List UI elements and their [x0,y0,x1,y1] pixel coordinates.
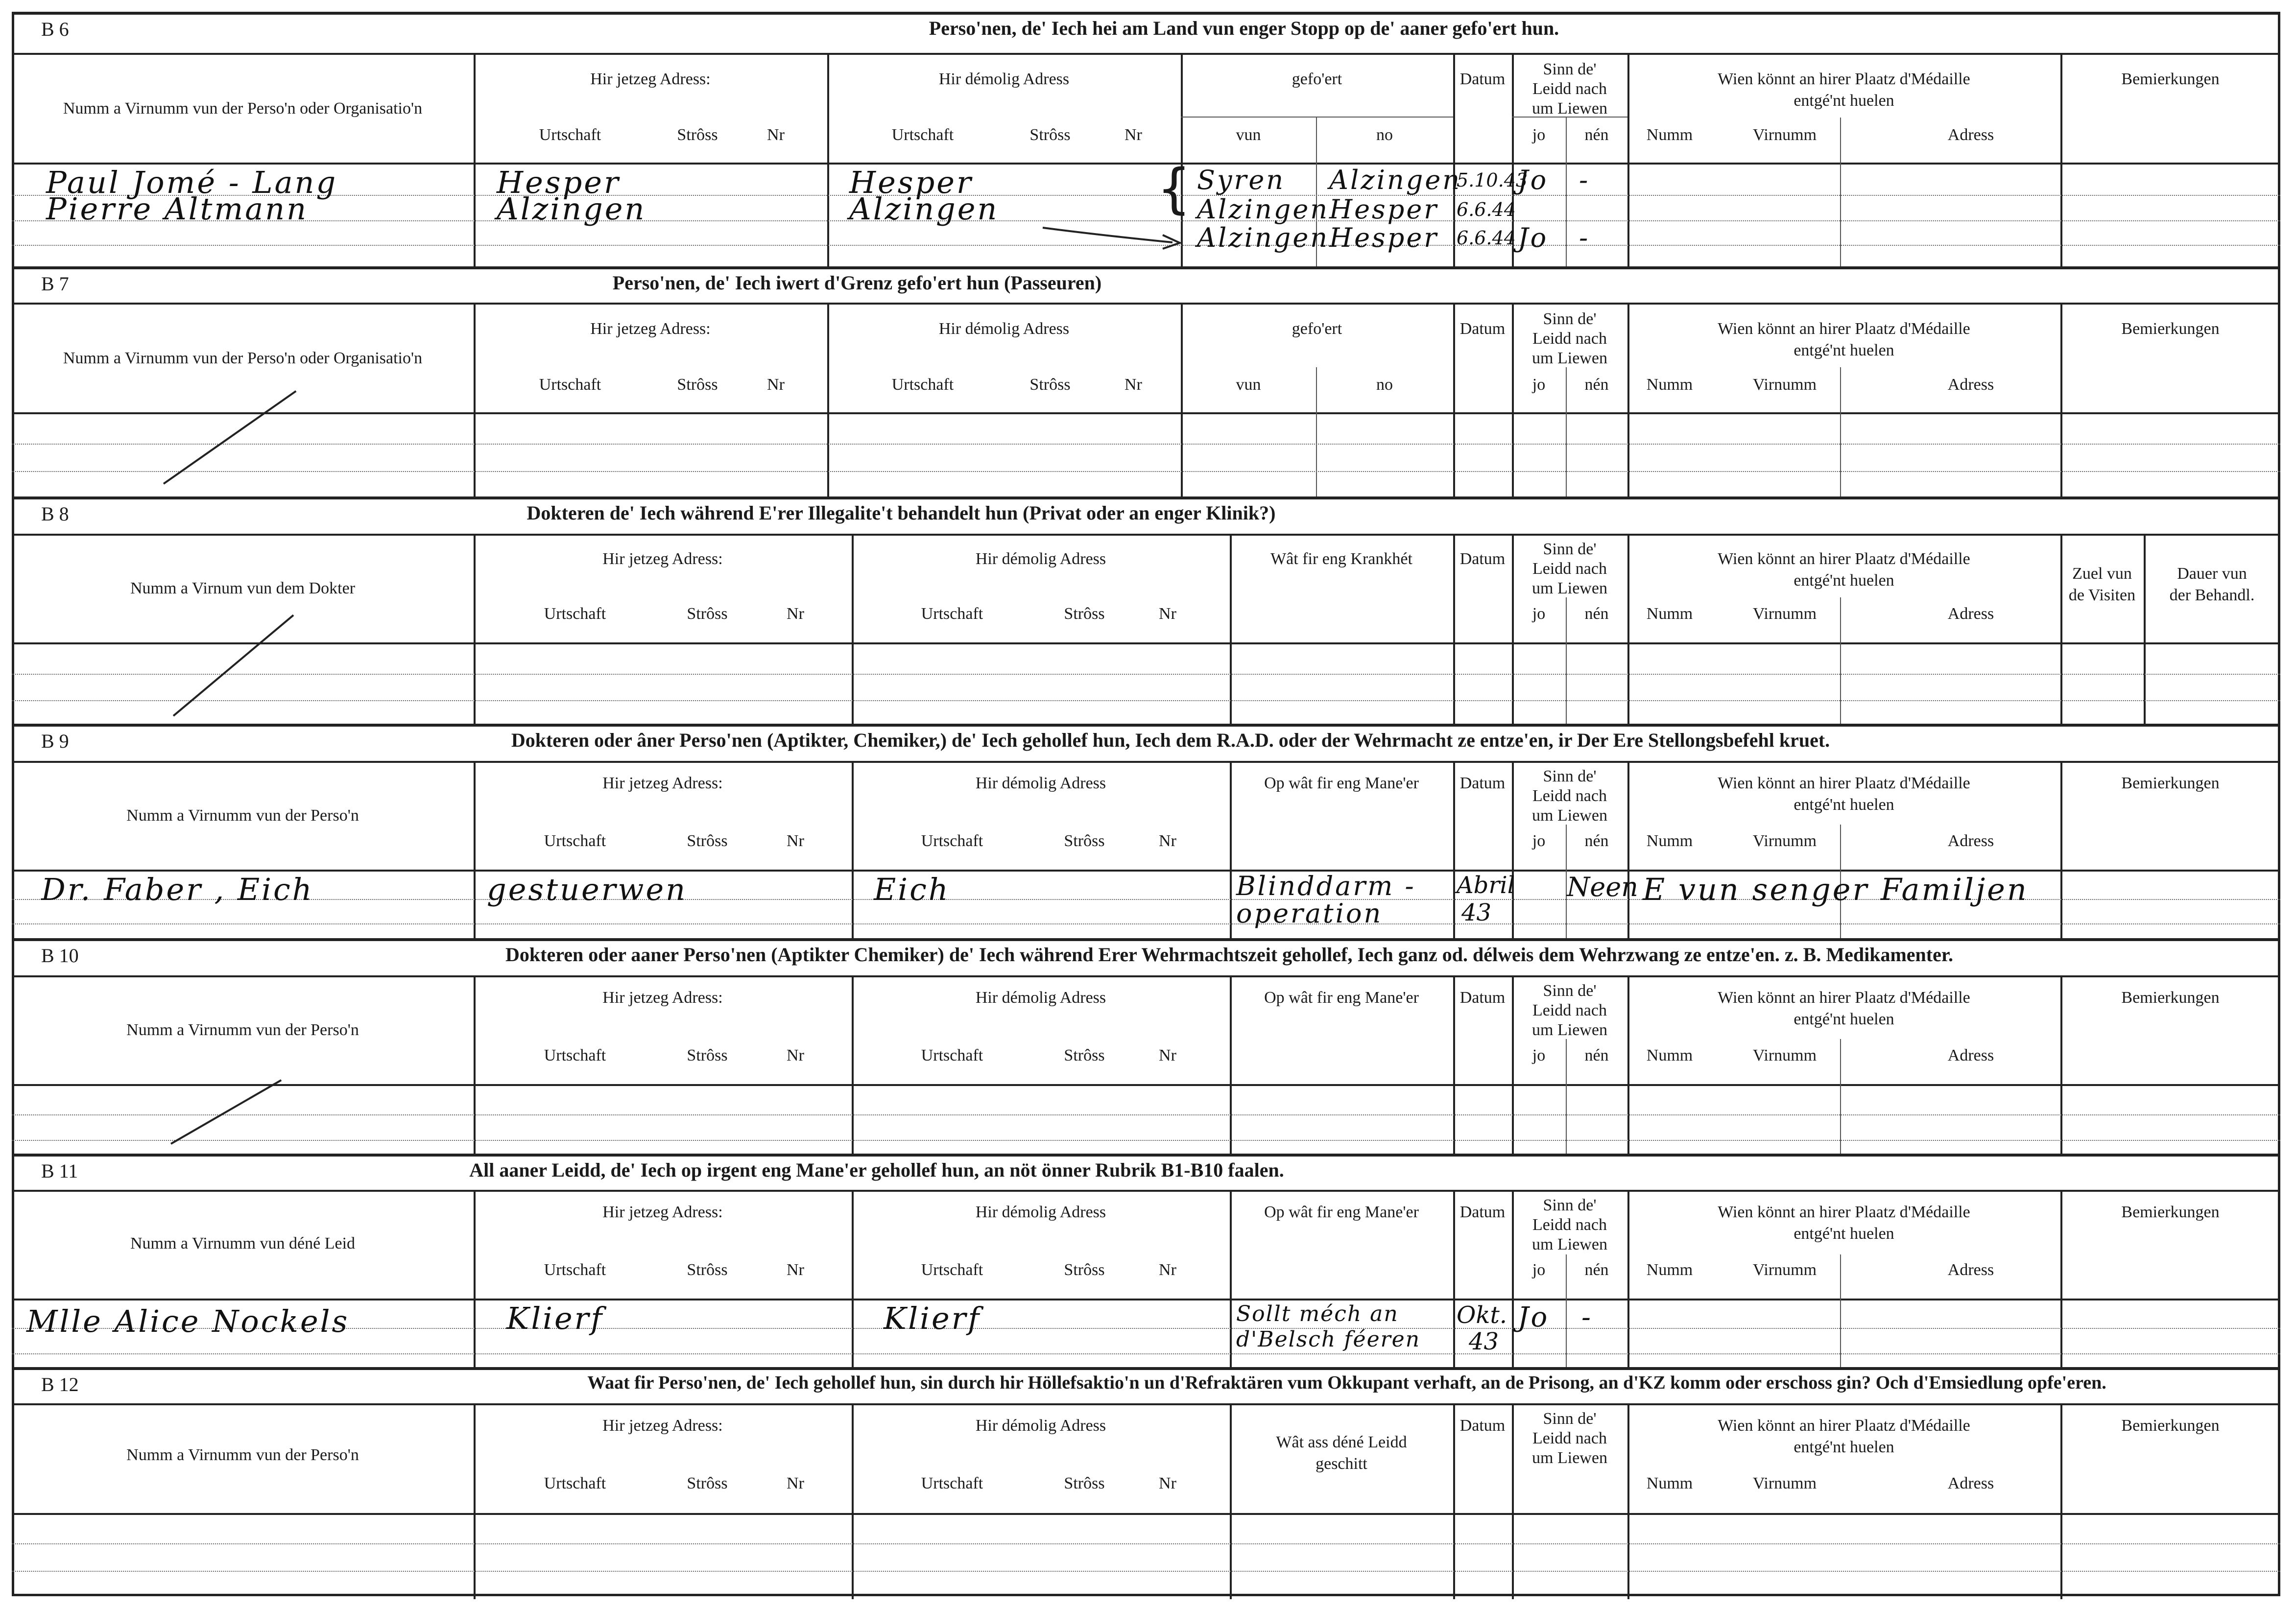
subcol-urtschaft: Urtschaft [921,1046,983,1064]
subcol-stross: Strôss [687,1046,728,1064]
col-bemierkungen: Bemierkungen [2121,989,2220,1007]
text-line: Wien könnt an hirer Plaatz d'Médaille [1718,1417,1970,1435]
header-bottom-line [12,163,2280,165]
handwritten-vun: Alzingen [1197,194,1330,225]
col-gefoert: gefo'ert [1292,320,1342,338]
col-maner: Op wât fir eng Mane'er [1264,1203,1419,1221]
text-line: Leidd nach [1532,1429,1607,1447]
handwritten-ort: Alzingen [497,191,646,227]
text-line: de Visiten [2068,586,2136,604]
text-line: der Behandl. [2169,586,2255,604]
subcol-adress: Adress [1947,1261,1994,1279]
text-line: entgé'nt huelen [1794,571,1894,590]
subcol-urtschaft: Urtschaft [544,1474,606,1492]
section-title: Dokteren oder âner Perso'nen (Aptikter, Chemiker,) de' Iech gehollef hun, Iech dem R.A.D. oder der Wehrmacht ze entze'en, ir Der Ere Stellongsbefehl kruet. [511,729,1830,751]
subcol-numm: Numm [1646,1474,1693,1492]
handwritten-nen: - [1579,222,1590,253]
handwritten-datum: 43 [1461,899,1492,926]
subcol-stross: Strôss [677,376,718,394]
col-bemierkungen: Bemierkungen [2121,1203,2220,1221]
subcol-virnumm: Virnumm [1752,126,1817,144]
subcol-stross: Strôss [687,1474,728,1492]
col-sinn-leidd [1512,767,1627,826]
col-former-address: Hir démolig Adress [975,550,1106,568]
text-line: entgé'nt huelen [1794,1225,1894,1243]
handwritten-maner: d'Belsch féeren [1236,1327,1421,1352]
strike-mark [173,614,294,717]
section-title: Waat fir Perso'nen, de' Iech gehollef hun, sin durch hir Höllefsaktio'n un d'Refraktären vum Okkupant verhaft, an de Prisong, an d'KZ komm oder erschoss gin? Och d'Emsiedlung opfe'eren. [587,1372,2106,1393]
subcol-urtschaft: Urtschaft [544,605,606,623]
handwritten-jo: Jo [1518,165,1549,195]
subcol-adress: Adress [1947,126,1994,144]
handwritten-ort: Eich [874,872,950,907]
col-name-header: Numm a Virnumm vun der Perso'n oder Organisatio'n [63,349,423,367]
subcol-nr: Nr [787,832,804,850]
section-id: B 10 [41,945,79,967]
col-gefoert: gefo'ert [1292,70,1342,88]
subcol-nr: Nr [1159,1046,1176,1064]
subcol-virnumm: Virnumm [1752,605,1817,623]
subcol-nr: Nr [767,376,785,394]
subcol-nr: Nr [1124,126,1142,144]
arrow-icon [1040,220,1187,255]
text-line: um Liewen [1532,806,1607,825]
col-wien [1627,318,2060,361]
col-wien [1627,1202,2060,1245]
col-current-address: Hir jetzeg Adress: [602,774,723,792]
subcol-virnumm: Virnumm [1752,832,1817,850]
col-sinn-leidd [1512,60,1627,118]
subcol-nen: nén [1584,1261,1609,1279]
handwritten-no: Hesper [1329,194,1439,225]
subcol-nen: nén [1584,126,1609,144]
handwritten-name: Dr. Faber , Eich [41,872,314,907]
text-line: entgé'nt huelen [1794,92,1894,110]
col-wien [1627,987,2060,1030]
col-bemierkungen: Bemierkungen [2121,1417,2220,1435]
col-wien [1627,773,2060,816]
section-id: B 12 [41,1373,79,1395]
strike-mark [170,1079,282,1144]
col-datum: Datum [1459,70,1506,88]
handwritten-name: Paul Jomé - Lang [46,165,338,200]
subcol-jo: jo [1532,376,1546,394]
subcol-urtschaft: Urtschaft [921,1261,983,1279]
section-title: Dokteren oder aaner Perso'nen (Aptikter Chemiker) de' Iech während Erer Wehrmachtszeit gehollef, Iech ganz od. délweis dem Wehrzwang ze entze'en. z. B. Medikamenter. [505,944,1953,966]
subcol-jo: jo [1532,1046,1546,1064]
col-name-header: Numm a Virnumm vun déné Leid [130,1234,356,1253]
col-datum: Datum [1459,1203,1506,1221]
subcol-jo: jo [1532,832,1546,850]
col-former-address: Hir démolig Adress [938,70,1070,88]
handwritten-nen: Neen [1567,872,1638,902]
handwritten-wien: E vun senger Familjen [1643,872,2029,907]
handwritten-jo: Jo [1518,1301,1550,1333]
subcol-urtschaft: Urtschaft [921,832,983,850]
subcol-stross: Strôss [1064,1046,1105,1064]
subcol-stross: Strôss [1064,1261,1105,1279]
subcol-virnumm: Virnumm [1752,1261,1817,1279]
subcol-no: no [1376,376,1393,394]
handwritten-name: Pierre Altmann [46,191,309,227]
handwritten-ort: Hesper [497,165,621,200]
col-sinn-leidd [1512,1409,1627,1468]
col-wien [1627,1415,2060,1458]
col-former-address: Hir démolig Adress [938,320,1070,338]
subcol-nr: Nr [1159,1261,1176,1279]
subcol-jo: jo [1532,605,1546,623]
text-line: Leidd nach [1532,787,1607,805]
text-line: Leidd nach [1532,330,1607,348]
subcol-stross: Strôss [1029,126,1071,144]
text-line: Sinn de' [1543,1196,1597,1214]
subcol-jo: jo [1532,126,1546,144]
section-title: All aaner Leidd, de' Iech op irgent eng Mane'er gehollef hun, an nöt önner Rubrik B1-B10 faalen. [469,1159,1284,1181]
section-id: B 8 [41,503,69,525]
handwritten-vun: Syren [1197,165,1286,195]
col-current-address: Hir jetzeg Adress: [590,320,711,338]
subcol-adress: Adress [1947,376,1994,394]
col-wien [1627,548,2060,591]
subcol-nr: Nr [1159,605,1176,623]
handwritten-nen: - [1581,1301,1593,1333]
col-former-address: Hir démolig Adress [975,774,1106,792]
col-name-header: Numm a Virnumm vun der Perso'n oder Organisatio'n [63,99,423,118]
text-line: Wien könnt an hirer Plaatz d'Médaille [1718,70,1970,88]
subcol-stross: Strôss [677,126,718,144]
section-id: B 6 [41,18,69,40]
subcol-nen: nén [1584,1046,1609,1064]
subcol-nr: Nr [1124,376,1142,394]
text-line: Wien könnt an hirer Plaatz d'Médaille [1718,550,1970,568]
col-datum: Datum [1459,989,1506,1007]
text-line: um Liewen [1532,1235,1607,1253]
subcol-urtschaft: Urtschaft [544,1261,606,1279]
section-b6 [12,12,2280,266]
subcol-nen: nén [1584,376,1609,394]
handwritten-no: Hesper [1329,222,1439,253]
subcol-nr: Nr [767,126,785,144]
subcol-numm: Numm [1646,832,1693,850]
col-datum: Datum [1459,320,1506,338]
section-b10 [12,938,2280,1154]
text-line: Zuel vun [2072,565,2132,583]
text-line: Sinn de' [1543,60,1597,78]
col-dauer-behandl [2144,563,2280,606]
col-maner: Op wât fir eng Mane'er [1264,774,1419,792]
col-former-address: Hir démolig Adress [975,989,1106,1007]
subcol-urtschaft: Urtschaft [891,376,954,394]
section-id: B 11 [41,1160,78,1182]
strike-mark [163,390,297,485]
handwritten-vun: Alzingen [1197,222,1330,253]
col-sinn-leidd [1512,540,1627,598]
subcol-numm: Numm [1646,1261,1693,1279]
text-line: Leidd nach [1532,560,1607,578]
col-current-address: Hir jetzeg Adress: [602,550,723,568]
handwritten-datum: 6.6.44 [1457,199,1516,220]
section-id: B 9 [41,730,69,752]
section-title: Dokteren de' Iech während E'rer Illegalite't behandelt hun (Privat oder an enger Klinik?) [526,502,1276,524]
subcol-virnumm: Virnumm [1752,376,1817,394]
handwritten-name: Mlle Alice Nockels [26,1303,350,1339]
col-zuel-visiten [2060,563,2144,606]
col-former-address: Hir démolig Adress [975,1203,1106,1221]
subcol-stross: Strôss [1064,1474,1105,1492]
handwritten-jo: Jo [1518,222,1549,253]
section-b12 [12,1367,2280,1596]
col-krankhet: Wât fir eng Krankhét [1270,550,1412,568]
subcol-virnumm: Virnumm [1752,1046,1817,1064]
header-line [12,53,2280,55]
col-wien [1627,69,2060,112]
subcol-adress: Adress [1947,832,1994,850]
col-datum: Datum [1459,774,1506,792]
text-line: entgé'nt huelen [1794,1438,1894,1456]
section-b9 [12,724,2280,938]
subcol-urtschaft: Urtschaft [539,376,601,394]
subcol-urtschaft: Urtschaft [891,126,954,144]
subcol-numm: Numm [1646,605,1693,623]
handwritten-maner: operation [1236,898,1383,929]
col-name-header: Numm a Virnumm vun der Perso'n [126,1446,359,1464]
text-line: Leidd nach [1532,1216,1607,1234]
subcol-adress: Adress [1947,605,1994,623]
col-datum: Datum [1459,1417,1506,1435]
text-line: Leidd nach [1532,1001,1607,1019]
section-b7 [12,266,2280,496]
text-line: entgé'nt huelen [1794,341,1894,359]
subcol-nr: Nr [787,1046,804,1064]
col-bemierkungen: Bemierkungen [2121,774,2220,792]
text-line: Leidd nach [1532,80,1607,98]
subcol-adress: Adress [1947,1046,1994,1064]
col-name-header: Numm a Virnum vun dem Dokter [130,579,356,597]
subcol-vun: vun [1236,376,1261,394]
col-current-address: Hir jetzeg Adress: [602,989,723,1007]
subcol-numm: Numm [1646,126,1693,144]
text-line: Wât ass déné Leidd [1276,1433,1407,1451]
col-sinn-leidd [1512,309,1627,368]
text-line: entgé'nt huelen [1794,796,1894,814]
subcol-nr: Nr [1159,832,1176,850]
subcol-numm: Numm [1646,1046,1693,1064]
text-line: um Liewen [1532,99,1607,118]
section-title: Perso'nen, de' Iech iwert d'Grenz gefo'ert hun (Passeuren) [612,272,1102,294]
handwritten-ort: gestuerwen [487,872,688,907]
text-line: Wien könnt an hirer Plaatz d'Médaille [1718,774,1970,792]
subcol-no: no [1376,126,1393,144]
subcol-nr: Nr [1159,1474,1176,1492]
text-line: Wien könnt an hirer Plaatz d'Médaille [1718,1203,1970,1221]
text-line: um Liewen [1532,1449,1607,1467]
subcol-numm: Numm [1646,376,1693,394]
subcol-stross: Strôss [687,1261,728,1279]
text-line: Wien könnt an hirer Plaatz d'Médaille [1718,320,1970,338]
subcol-nr: Nr [787,1261,804,1279]
section-b8 [12,496,2280,724]
col-sinn-leidd [1512,1196,1627,1254]
handwritten-no: Alzingen [1329,165,1462,195]
subcol-jo: jo [1532,1261,1546,1279]
col-current-address: Hir jetzeg Adress: [590,70,711,88]
col-name-header: Numm a Virnumm vun der Perso'n [126,1021,359,1039]
col-former-address: Hir démolig Adress [975,1417,1106,1435]
subcol-urtschaft: Urtschaft [921,605,983,623]
handwritten-maner: Sollt méch an [1236,1301,1399,1326]
col-current-address: Hir jetzeg Adress: [602,1203,723,1221]
text-line: Sinn de' [1543,540,1597,558]
handwritten-ort: Alzingen [849,191,999,227]
text-line: Sinn de' [1543,310,1597,328]
text-line: um Liewen [1532,349,1607,367]
subcol-virnumm: Virnumm [1752,1474,1817,1492]
handwritten-datum: 6.6.44 [1457,227,1516,249]
text-line: Sinn de' [1543,767,1597,785]
section-id: B 7 [41,273,69,295]
subcol-stross: Strôss [687,832,728,850]
subcol-stross: Strôss [1064,605,1105,623]
text-line: Dauer vun [2177,565,2247,583]
subcol-stross: Strôss [1064,832,1105,850]
text-line: entgé'nt huelen [1794,1010,1894,1028]
section-b11 [12,1154,2280,1367]
subcol-urtschaft: Urtschaft [544,832,606,850]
subcol-nen: nén [1584,605,1609,623]
brace-mark: { [1157,157,1191,220]
subcol-nen: nén [1584,832,1609,850]
subcol-urtschaft: Urtschaft [539,126,601,144]
col-maner: Op wât fir eng Mane'er [1264,989,1419,1007]
handwritten-maner: Blinddarm - [1236,871,1416,901]
col-name-header: Numm a Virnumm vun der Perso'n [126,806,359,825]
subcol-urtschaft: Urtschaft [921,1474,983,1492]
text-line: Sinn de' [1543,1410,1597,1428]
text-line: um Liewen [1532,579,1607,597]
handwritten-nen: - [1579,165,1590,195]
subcol-urtschaft: Urtschaft [544,1046,606,1064]
subcol-stross: Strôss [1029,376,1071,394]
subcol-stross: Strôss [687,605,728,623]
handwritten-datum: 5.10.43 [1457,169,1528,191]
subcol-nr: Nr [787,1474,804,1492]
handwritten-datum: 43 [1469,1328,1499,1355]
col-bemierkungen: Bemierkungen [2121,320,2220,338]
col-leidd-geschitt [1230,1432,1453,1475]
text-line: Wien könnt an hirer Plaatz d'Médaille [1718,989,1970,1007]
subcol-adress: Adress [1947,1474,1994,1492]
col-datum: Datum [1459,550,1506,568]
text-line: um Liewen [1532,1021,1607,1039]
handwritten-ort: Klierf [506,1300,604,1336]
handwritten-ort: Hesper [849,165,973,200]
section-title: Perso'nen, de' Iech hei am Land vun enger Stopp op de' aaner gefo'ert hun. [929,17,1559,39]
col-current-address: Hir jetzeg Adress: [602,1417,723,1435]
col-sinn-leidd [1512,981,1627,1040]
subcol-nr: Nr [787,605,804,623]
handwritten-ort: Klierf [884,1300,981,1336]
text-line: Sinn de' [1543,982,1597,1000]
handwritten-datum: Abril [1457,872,1515,899]
col-bemierkungen: Bemierkungen [2121,70,2220,88]
text-line: geschitt [1315,1455,1367,1473]
subcol-vun: vun [1236,126,1261,144]
handwritten-datum: Okt. [1457,1301,1507,1329]
